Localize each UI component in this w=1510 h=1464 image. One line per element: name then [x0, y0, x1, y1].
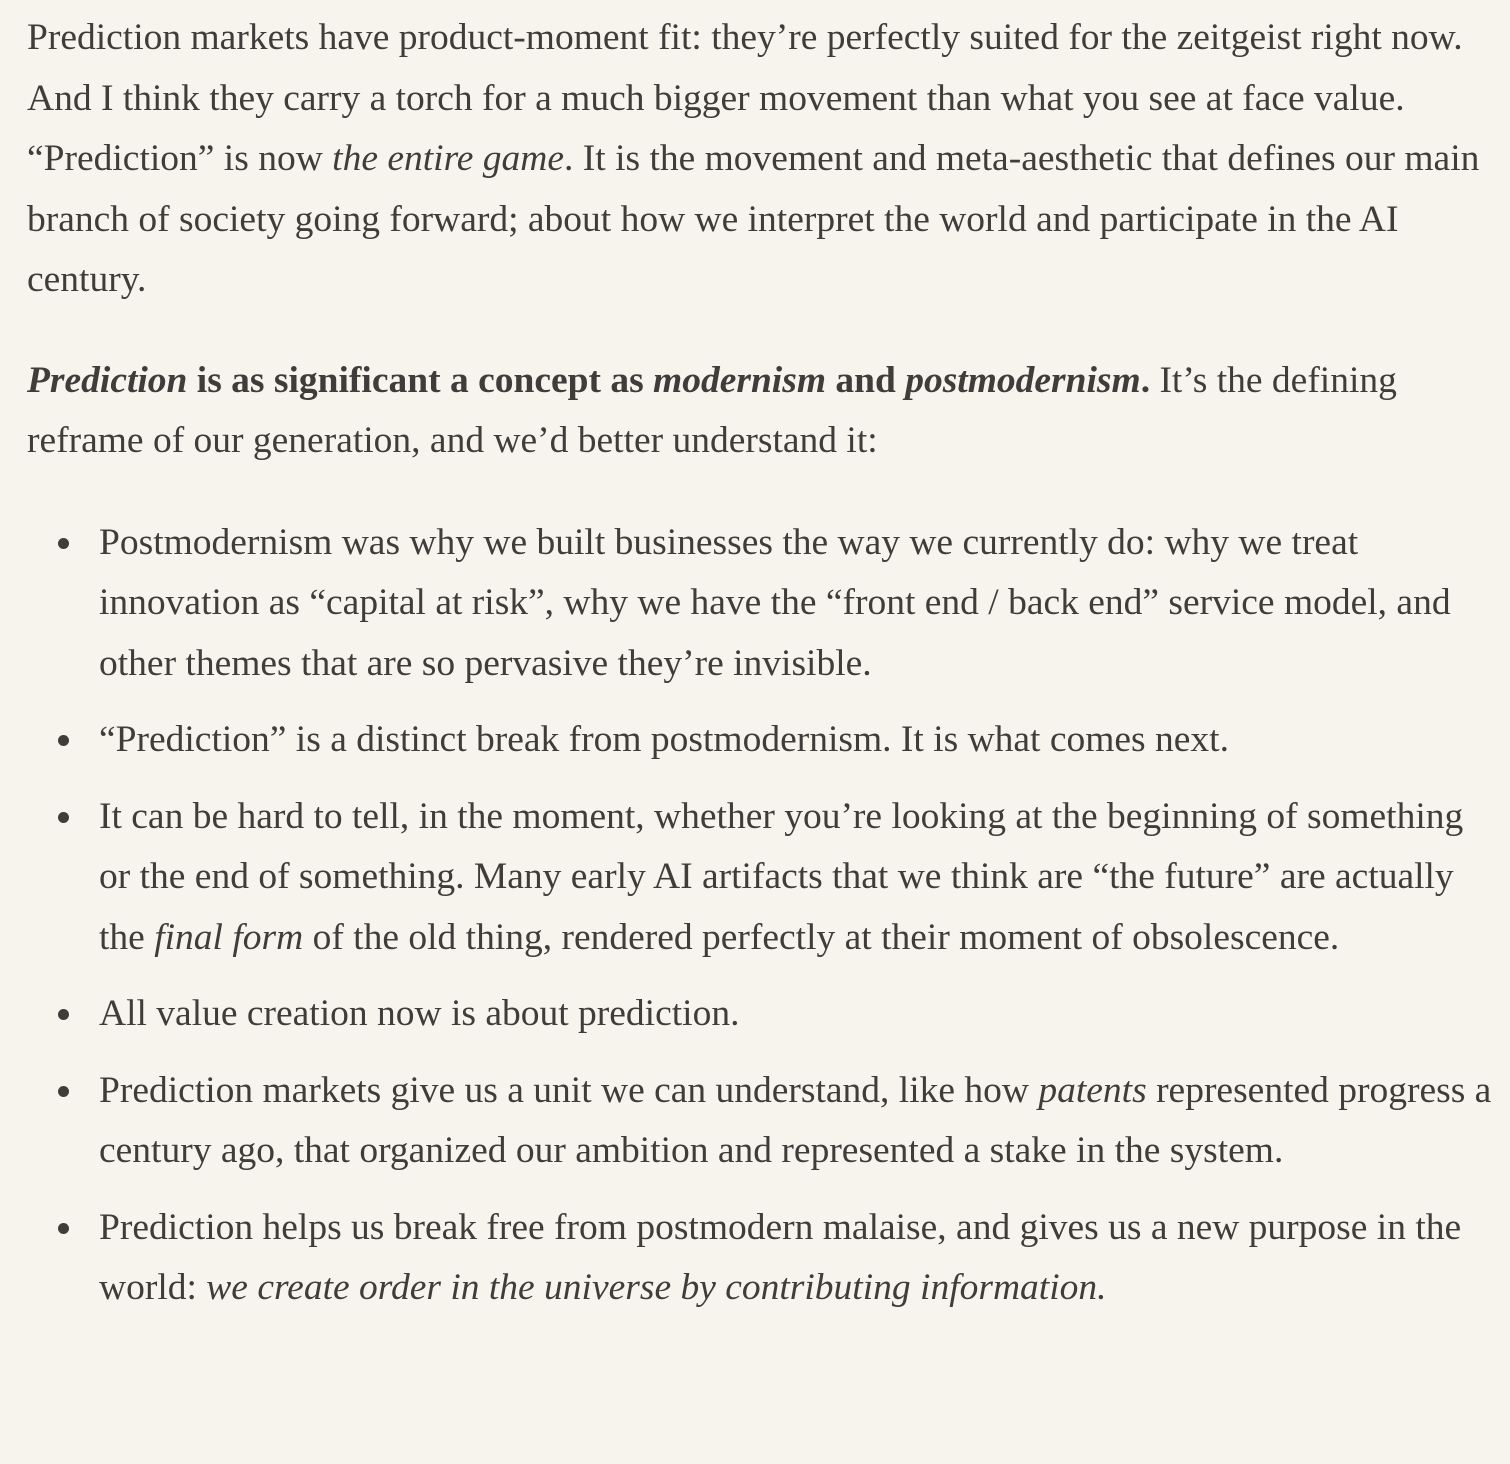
list-item-text-1: Prediction markets give us a unit we can understand, like how — [99, 1069, 1039, 1111]
thesis-text-1: is as significant a concept as — [187, 359, 654, 401]
list-item-text: “Prediction” is a distinct break from postmodernism. It is what comes next. — [99, 719, 1229, 760]
thesis-term-modernism: modernism — [653, 359, 826, 401]
article-body — [27, 8, 1497, 1335]
list-item-text: Postmodernism was why we built businesses the way we currently do: why we treat innovation as “capital at risk”, why we have the “front end / back end” service model, and other themes that are so pervasive they’re invisible. — [99, 521, 1451, 684]
list-item-text-2: of the old thing, rendered perfectly at their moment of obsolescence. — [303, 916, 1340, 958]
thesis-text-2: and — [826, 359, 906, 401]
list-item-text-1: It can be hard to tell, in the moment, whether you’re looking at the beginning of something or the end of something. Many early AI artifacts that we think are “the future” are actually the — [99, 795, 1464, 958]
list-item-emphasis: patents — [1038, 1069, 1147, 1111]
thesis-term-prediction: Prediction — [27, 359, 188, 401]
thesis-term-postmodernism: postmodernism — [905, 359, 1141, 401]
bullet-dot-icon — [58, 538, 69, 549]
list-item-emphasis: we create order in the universe by contributing information. — [206, 1267, 1107, 1308]
intro-paragraph — [27, 8, 1497, 311]
list-item-emphasis: final form — [154, 916, 304, 958]
list-item — [99, 787, 1497, 969]
thesis-text-3: . — [1140, 359, 1151, 401]
list-item — [99, 1061, 1497, 1182]
list-item — [99, 710, 1497, 771]
thesis-paragraph — [27, 351, 1497, 472]
list-item-text: All value creation now is about prediction. — [99, 993, 740, 1034]
list-item — [99, 1198, 1497, 1319]
bullet-dot-icon — [58, 1009, 69, 1020]
intro-text-2: . It is the movement and meta-aesthetic that defines our main branch of society going forward; about how we interpret the world and participate in the AI century. — [27, 138, 1480, 300]
intro-text-1: Prediction markets have product-moment fit: they’re perfectly suited for the zeitgeist right now. And I think they carry a torch for a much bigger movement than what you see at face value. “Prediction” is now — [27, 17, 1463, 179]
bullet-dot-icon — [58, 1223, 69, 1234]
list-item-text-1: Prediction helps us break free from postmodern malaise, and gives us a new purpose in the world: — [99, 1206, 1462, 1308]
thesis-followup: It’s the defining reframe of our generation, and we’d better understand it: — [27, 359, 1397, 461]
bullet-dot-icon — [58, 812, 69, 823]
list-item-text-2: represented progress a century ago, that organized our ambition and represented a stake in the system. — [99, 1069, 1492, 1171]
list-item — [99, 984, 1497, 1045]
bullet-list — [27, 513, 1497, 1319]
list-item — [99, 513, 1497, 695]
intro-emphasis: the entire game — [332, 138, 565, 179]
bullet-dot-icon — [58, 1086, 69, 1097]
bullet-dot-icon — [58, 735, 69, 746]
thesis-statement — [27, 360, 1150, 401]
